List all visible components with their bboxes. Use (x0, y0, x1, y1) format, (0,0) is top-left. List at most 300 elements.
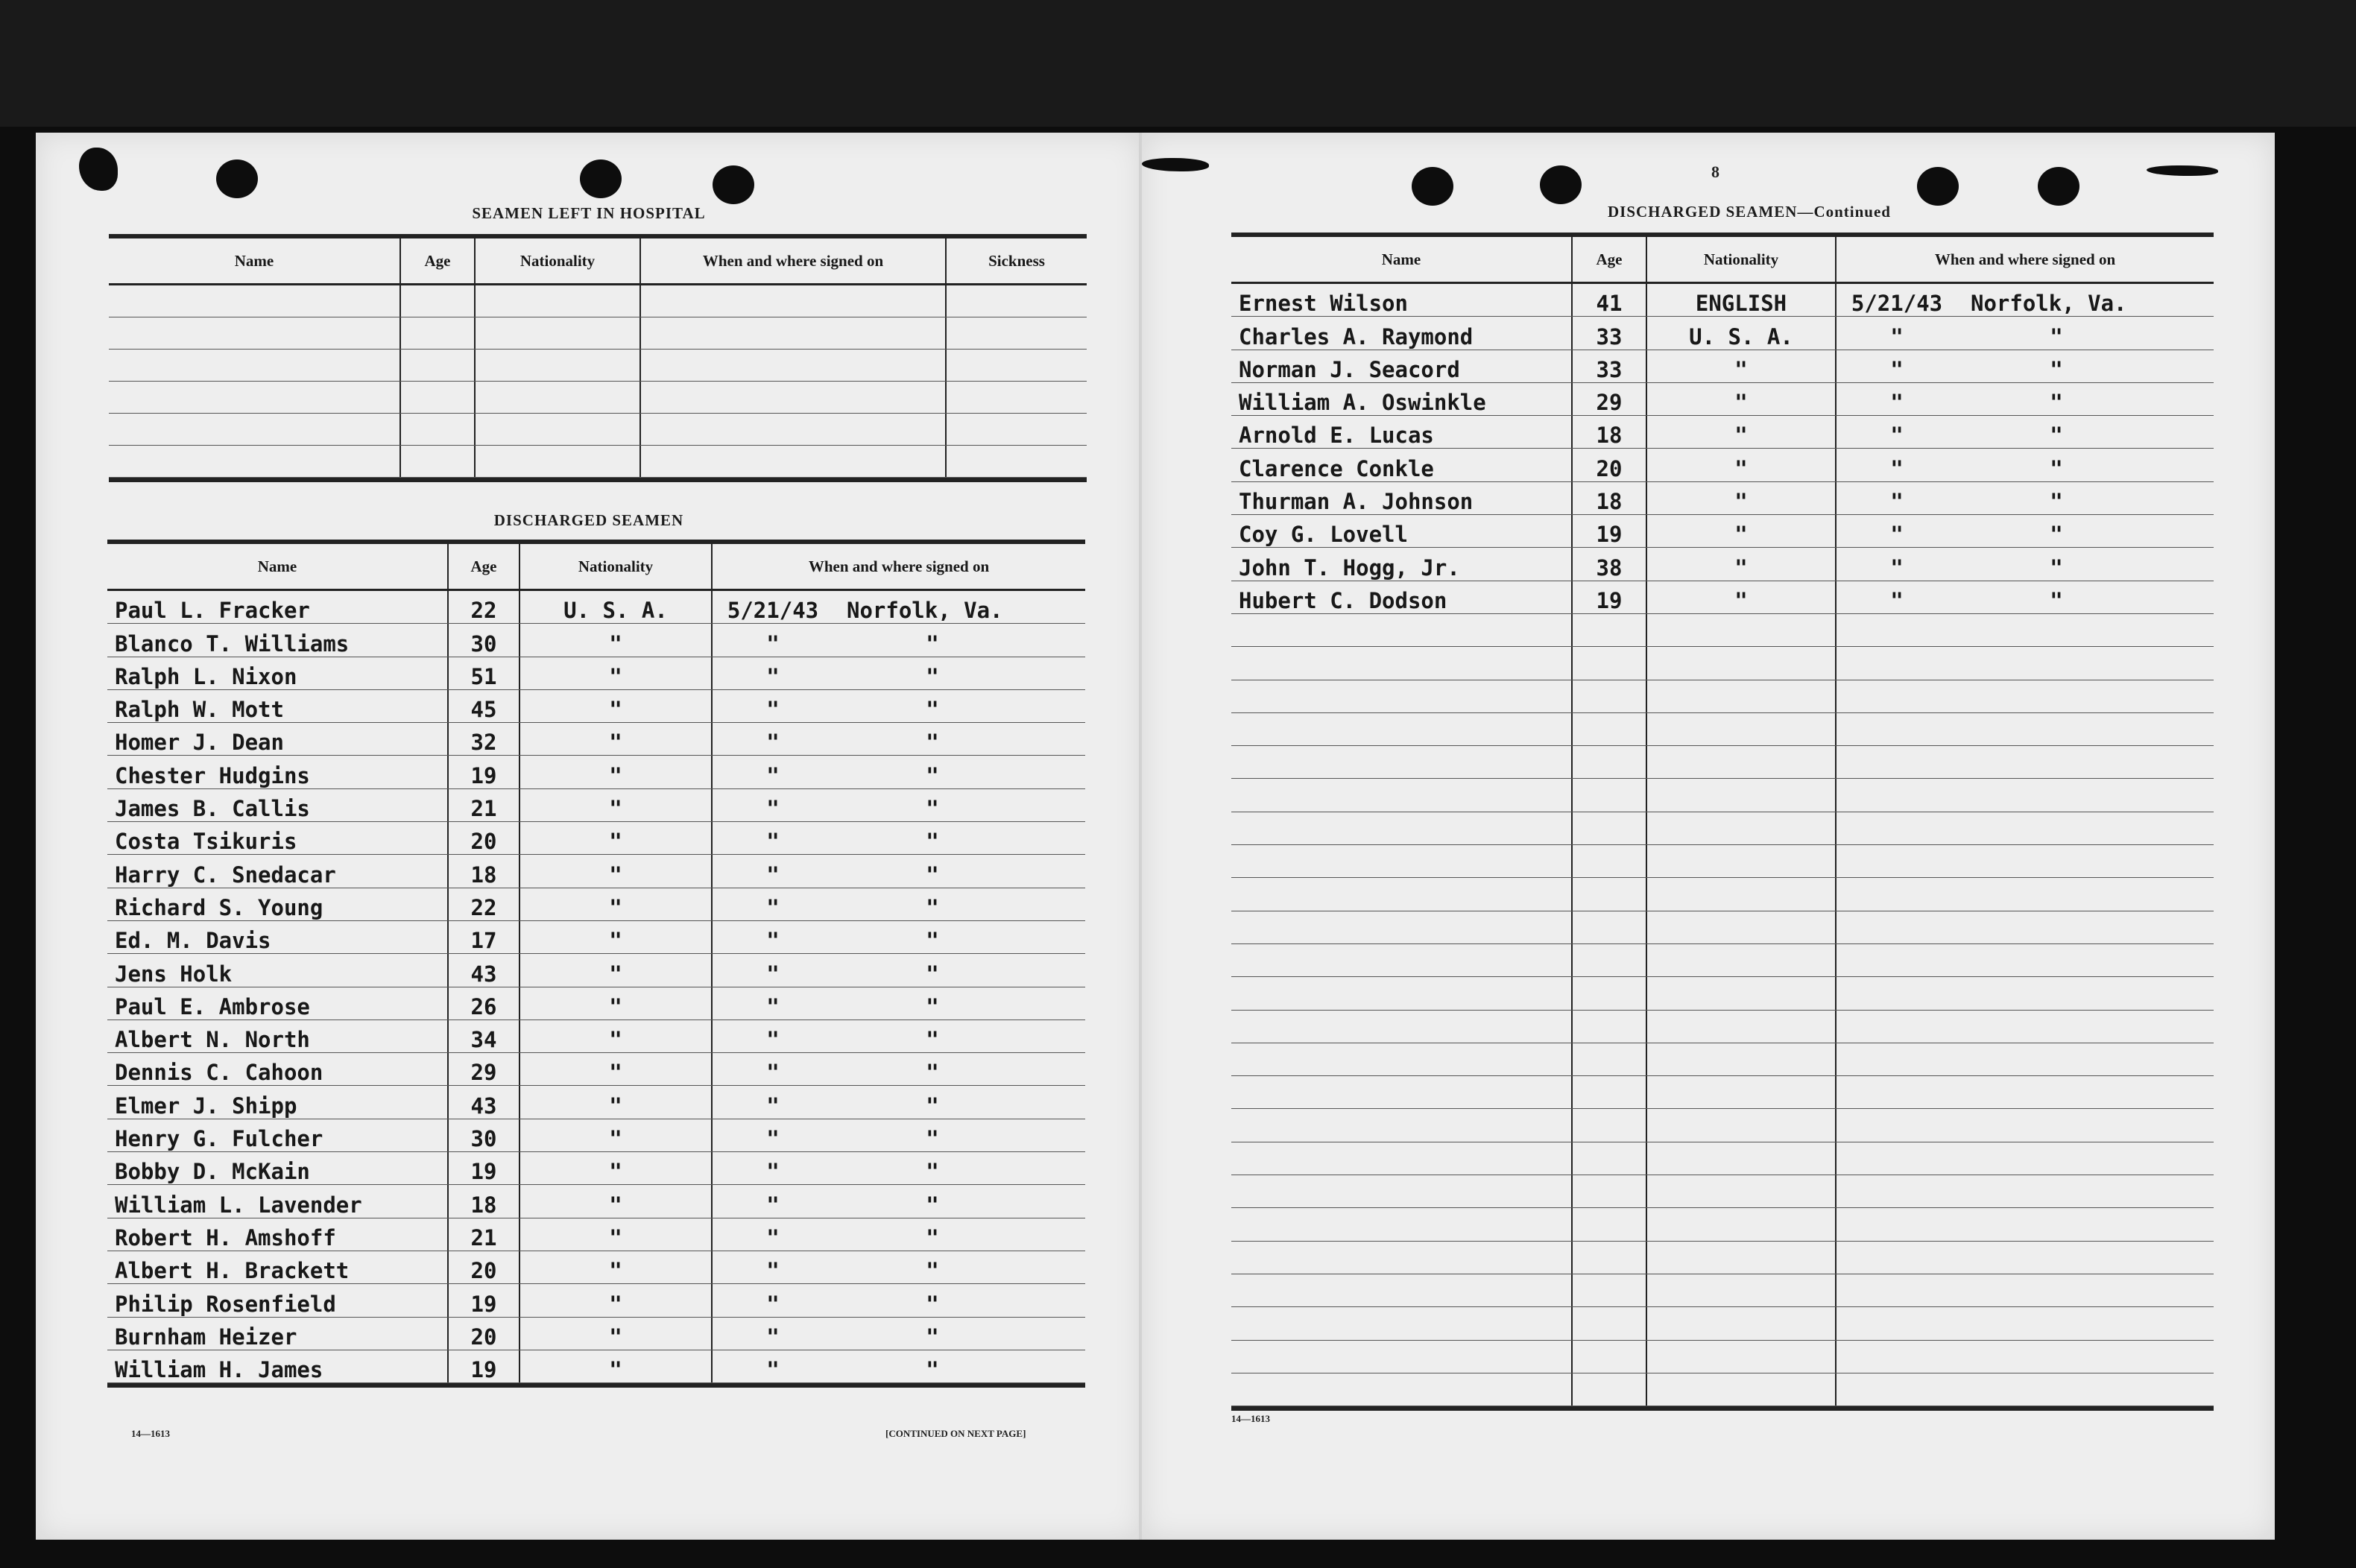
seaman-signed-on (1835, 746, 2214, 778)
seaman-signed-on (1835, 977, 2214, 1009)
signed-date: 5/21/43 (727, 598, 819, 624)
seaman-age (1571, 911, 1646, 943)
form-code: 14—1613 (131, 1428, 170, 1439)
table-cell (639, 285, 945, 317)
seaman-signed-on (1835, 1109, 2214, 1141)
discharged-section-title: DISCHARGED SEAMEN (493, 511, 684, 529)
ink-blot (79, 148, 118, 191)
seaman-name: Coy G. Lovell (1239, 522, 1408, 548)
seaman-nationality: " (1646, 581, 1835, 613)
seaman-signed-on (1835, 845, 2214, 877)
seaman-signed-on (1835, 1043, 2214, 1075)
seaman-signed-on (1835, 482, 2214, 514)
seaman-signed-on (1835, 944, 2214, 976)
seaman-nationality: " (519, 1318, 711, 1350)
hospital-table (109, 234, 1087, 482)
seaman-nationality (1646, 1109, 1835, 1141)
seaman-signed-on (1835, 548, 2214, 580)
seaman-signed-on (711, 624, 1085, 656)
seaman-signed-on (1835, 1373, 2214, 1406)
table-cell (945, 317, 1087, 349)
seaman-age: 21 (447, 789, 519, 821)
seaman-name (1231, 647, 1571, 679)
table-cell (109, 285, 399, 317)
header-age: Age (399, 238, 474, 283)
seaman-signed-on (1835, 1011, 2214, 1043)
seaman-name (1231, 746, 1571, 778)
seaman-nationality: " (519, 690, 711, 722)
hospital-section-title: SEAMEN LEFT IN HOSPITAL (472, 204, 706, 222)
seaman-name: Ralph L. Nixon (115, 663, 297, 689)
seaman-signed-on (1835, 416, 2214, 448)
seaman-age: 18 (1571, 416, 1646, 448)
table-row (107, 624, 1085, 657)
signed-date: " (1890, 423, 1904, 449)
seaman-age: 43 (447, 954, 519, 986)
seaman-age: 30 (447, 1119, 519, 1151)
table-cell (399, 285, 474, 317)
seaman-name (1231, 680, 1571, 712)
seaman-age: 21 (447, 1218, 519, 1251)
signed-date: " (766, 796, 780, 822)
seaman-nationality (1646, 812, 1835, 844)
table-row (107, 921, 1085, 954)
seaman-signed-on (711, 1185, 1085, 1217)
seaman-age: 51 (447, 657, 519, 689)
table-row (1231, 1109, 2214, 1142)
seaman-age: 19 (447, 1350, 519, 1382)
seaman-name (1231, 1341, 1571, 1373)
seaman-nationality: " (519, 888, 711, 920)
seaman-signed-on (711, 954, 1085, 986)
table-cell (639, 446, 945, 477)
seaman-name (1231, 812, 1571, 844)
signed-place: " (926, 928, 939, 954)
seaman-signed-on (1835, 383, 2214, 415)
seaman-nationality (1646, 1242, 1835, 1274)
seaman-name: Jens Holk (115, 961, 233, 987)
seaman-age (1571, 812, 1646, 844)
seaman-name: Robert H. Amshoff (115, 1224, 336, 1251)
seaman-age (1571, 614, 1646, 646)
table-row (107, 591, 1085, 624)
header-name: Name (257, 557, 297, 575)
signed-place: Norfolk, Va. (1971, 291, 2127, 317)
table-cell (399, 446, 474, 477)
scan-background (0, 0, 2356, 127)
seaman-signed-on (711, 1251, 1085, 1283)
seaman-nationality (1646, 878, 1835, 910)
table-row (1231, 713, 2214, 746)
table-row (107, 954, 1085, 987)
table-cell (474, 414, 639, 445)
seaman-nationality: " (1646, 383, 1835, 415)
seaman-nationality: " (1646, 548, 1835, 580)
punch-hole (713, 165, 754, 204)
seaman-age: 30 (447, 624, 519, 656)
table-cell (109, 317, 399, 349)
signed-place: " (2050, 455, 2063, 481)
header-age: Age (447, 544, 519, 589)
signed-date: " (766, 928, 780, 954)
seaman-signed-on (711, 1318, 1085, 1350)
seaman-age (1571, 680, 1646, 712)
seaman-age (1571, 779, 1646, 811)
seaman-nationality: " (519, 1218, 711, 1251)
table-row (1231, 548, 2214, 581)
seaman-signed-on (1835, 1242, 2214, 1274)
signed-place: " (2050, 390, 2063, 416)
signed-place: " (926, 697, 939, 723)
seaman-nationality: " (519, 1020, 711, 1052)
seaman-age: 33 (1571, 350, 1646, 382)
discharged-table (107, 540, 1085, 1388)
seaman-signed-on (1835, 779, 2214, 811)
seaman-signed-on (711, 822, 1085, 854)
seaman-age (1571, 1109, 1646, 1141)
seaman-nationality: " (519, 624, 711, 656)
signed-date: " (766, 1291, 780, 1317)
signed-date: " (1890, 489, 1904, 515)
punch-hole (2038, 167, 2079, 206)
seaman-name (1231, 1011, 1571, 1043)
seaman-name: Hubert C. Dodson (1239, 587, 1447, 613)
seaman-signed-on (711, 1053, 1085, 1085)
seaman-name: Bobby D. McKain (115, 1159, 310, 1185)
signed-place: " (926, 1027, 939, 1053)
seaman-age: 20 (447, 1251, 519, 1283)
table-cell (109, 382, 399, 413)
seaman-age: 19 (447, 1284, 519, 1316)
signed-date: " (766, 1060, 780, 1086)
seaman-age: 38 (1571, 548, 1646, 580)
seaman-name: Albert H. Brackett (115, 1258, 350, 1284)
punch-hole (580, 159, 622, 198)
seaman-name: Charles A. Raymond (1239, 323, 1474, 350)
seaman-signed-on (1835, 680, 2214, 712)
seaman-age: 20 (447, 1318, 519, 1350)
table-row (107, 822, 1085, 855)
signed-place: " (926, 1093, 939, 1119)
table-row (1231, 911, 2214, 944)
signed-place: " (926, 1224, 939, 1251)
seaman-name: Chester Hudgins (115, 762, 310, 788)
seaman-name: James B. Callis (115, 796, 310, 822)
seaman-nationality (1646, 647, 1835, 679)
signed-place: " (926, 1357, 939, 1383)
table-cell (474, 285, 639, 317)
seaman-nationality: " (519, 1350, 711, 1382)
seaman-signed-on (711, 1086, 1085, 1118)
table-row (109, 446, 1087, 478)
header-nationality: Nationality (474, 238, 639, 283)
header-name: Name (1381, 250, 1421, 268)
seaman-nationality: " (519, 1053, 711, 1085)
header-signed-on: When and where signed on (639, 238, 945, 283)
seaman-name (1231, 1175, 1571, 1207)
table-row (107, 1350, 1085, 1383)
seaman-age: 34 (447, 1020, 519, 1052)
signed-date: " (1890, 455, 1904, 481)
seaman-signed-on (1835, 647, 2214, 679)
seaman-name: Harry C. Snedacar (115, 862, 336, 888)
table-cell (639, 317, 945, 349)
table-cell (109, 350, 399, 381)
table-row (1231, 812, 2214, 845)
table-row (1231, 449, 2214, 481)
signed-date: " (1890, 323, 1904, 350)
seaman-nationality (1646, 1341, 1835, 1373)
seaman-nationality (1646, 614, 1835, 646)
table-row (107, 888, 1085, 921)
seaman-name: Henry G. Fulcher (115, 1126, 323, 1152)
signed-date: " (766, 862, 780, 888)
header-name: Name (234, 251, 274, 270)
table-row (1231, 581, 2214, 614)
seaman-name (1231, 1307, 1571, 1339)
seaman-signed-on (711, 921, 1085, 953)
signed-place: " (926, 894, 939, 920)
signed-date: " (766, 894, 780, 920)
table-row (107, 1119, 1085, 1152)
seaman-name (1231, 713, 1571, 745)
signed-date: " (766, 1357, 780, 1383)
signed-place: " (2050, 522, 2063, 548)
table-cell (474, 317, 639, 349)
seaman-signed-on (1835, 350, 2214, 382)
table-cell (399, 317, 474, 349)
seaman-signed-on (1835, 812, 2214, 844)
seaman-name: Dennis C. Cahoon (115, 1060, 323, 1086)
seaman-signed-on (711, 690, 1085, 722)
seaman-age: 19 (1571, 581, 1646, 613)
seaman-signed-on (1835, 1142, 2214, 1175)
signed-date: " (766, 1159, 780, 1185)
signed-place: Norfolk, Va. (847, 598, 1003, 624)
seaman-nationality: " (519, 1284, 711, 1316)
table-cell (639, 414, 945, 445)
form-code: 14—1613 (1231, 1413, 1270, 1424)
table-row (1231, 1242, 2214, 1274)
seaman-name: Clarence Conkle (1239, 455, 1434, 481)
seaman-nationality: " (1646, 515, 1835, 547)
seaman-age (1571, 1307, 1646, 1339)
signed-place: " (926, 1324, 939, 1350)
table-row (1231, 1274, 2214, 1307)
table-cell (474, 350, 639, 381)
seaman-name (1231, 1373, 1571, 1406)
seaman-signed-on (1835, 878, 2214, 910)
left-page (36, 133, 1142, 1540)
signed-date: " (766, 1224, 780, 1251)
seaman-name: Costa Tsikuris (115, 829, 297, 855)
seaman-age (1571, 1242, 1646, 1274)
hospital-table-header (109, 238, 1087, 285)
signed-date: " (766, 993, 780, 1019)
seaman-signed-on (711, 789, 1085, 821)
seaman-age: 41 (1571, 284, 1646, 316)
signed-date: 5/21/43 (1851, 291, 1943, 317)
seaman-signed-on (1835, 515, 2214, 547)
seaman-name: Elmer J. Shipp (115, 1093, 297, 1119)
seaman-nationality: " (1646, 482, 1835, 514)
seaman-age (1571, 1341, 1646, 1373)
table-row (1231, 1043, 2214, 1076)
seaman-signed-on (1835, 1307, 2214, 1339)
signed-place: " (926, 961, 939, 987)
table-cell (399, 350, 474, 381)
signed-place: " (926, 762, 939, 788)
table-row (107, 987, 1085, 1020)
seaman-nationality: " (519, 1185, 711, 1217)
seaman-age: 29 (447, 1053, 519, 1085)
seaman-nationality: " (1646, 449, 1835, 481)
table-row (1231, 746, 2214, 779)
continued-table-header (1231, 237, 2214, 284)
seaman-signed-on (1835, 1208, 2214, 1240)
seaman-age (1571, 845, 1646, 877)
seaman-nationality: U. S. A. (519, 591, 711, 623)
signed-place: " (926, 829, 939, 855)
seaman-name: Arnold E. Lucas (1239, 423, 1434, 449)
continued-note: [CONTINUED ON NEXT PAGE] (885, 1428, 1026, 1439)
seaman-signed-on (711, 1218, 1085, 1251)
seaman-signed-on (711, 591, 1085, 623)
signed-place: " (2050, 423, 2063, 449)
table-cell (109, 446, 399, 477)
table-row (107, 657, 1085, 690)
punch-hole (216, 159, 258, 198)
seaman-signed-on (1835, 284, 2214, 316)
table-cell (945, 350, 1087, 381)
seaman-name: Ralph W. Mott (115, 697, 284, 723)
table-row (1231, 680, 2214, 713)
seaman-signed-on (1835, 1076, 2214, 1108)
seaman-age: 19 (1571, 515, 1646, 547)
seaman-nationality: " (519, 822, 711, 854)
signed-place: " (2050, 554, 2063, 581)
table-row (1231, 284, 2214, 317)
table-row (1231, 350, 2214, 383)
seaman-name: Thurman A. Johnson (1239, 489, 1474, 515)
header-nationality: Nationality (1646, 237, 1835, 282)
seaman-age: 18 (447, 855, 519, 887)
seaman-age (1571, 1076, 1646, 1108)
seaman-signed-on (711, 1152, 1085, 1184)
header-nationality: Nationality (519, 544, 711, 589)
table-row (1231, 383, 2214, 416)
seaman-name (1231, 911, 1571, 943)
signed-date: " (766, 1258, 780, 1284)
seaman-age: 20 (447, 822, 519, 854)
signed-date: " (1890, 522, 1904, 548)
seaman-name: William A. Oswinkle (1239, 390, 1486, 416)
seaman-name (1231, 1208, 1571, 1240)
table-row (109, 350, 1087, 382)
seaman-age (1571, 944, 1646, 976)
seaman-nationality (1646, 1142, 1835, 1175)
signed-place: " (926, 862, 939, 888)
table-row (1231, 647, 2214, 680)
signed-place: " (926, 796, 939, 822)
signed-date: " (766, 1093, 780, 1119)
seaman-age (1571, 1043, 1646, 1075)
table-row (1231, 1076, 2214, 1109)
seaman-nationality (1646, 1307, 1835, 1339)
seaman-age: 18 (1571, 482, 1646, 514)
seaman-nationality (1646, 911, 1835, 943)
seaman-age (1571, 1274, 1646, 1306)
table-row (107, 1251, 1085, 1284)
seaman-name: Albert N. North (115, 1027, 310, 1053)
signed-place: " (926, 730, 939, 756)
seaman-age: 33 (1571, 317, 1646, 349)
signed-date: " (766, 630, 780, 657)
seaman-nationality: " (519, 954, 711, 986)
table-row (107, 1284, 1085, 1317)
seaman-signed-on (711, 657, 1085, 689)
signed-date: " (766, 1192, 780, 1218)
seaman-nationality: U. S. A. (1646, 317, 1835, 349)
signed-place: " (926, 1192, 939, 1218)
seaman-age: 19 (447, 1152, 519, 1184)
signed-date: " (766, 1027, 780, 1053)
seaman-age: 22 (447, 591, 519, 623)
seaman-signed-on (1835, 581, 2214, 613)
seaman-age: 19 (447, 756, 519, 788)
seaman-signed-on (1835, 911, 2214, 943)
seaman-age: 29 (1571, 383, 1646, 415)
seaman-nationality (1646, 746, 1835, 778)
signed-place: " (926, 630, 939, 657)
table-row (107, 1053, 1085, 1086)
seaman-signed-on (711, 1284, 1085, 1316)
ink-blot (1142, 158, 1209, 171)
seaman-signed-on (1835, 317, 2214, 349)
right-page (1142, 133, 2275, 1540)
seaman-age (1571, 1142, 1646, 1175)
seaman-name: Homer J. Dean (115, 730, 284, 756)
seaman-nationality (1646, 944, 1835, 976)
seaman-nationality: " (519, 657, 711, 689)
seaman-nationality (1646, 1043, 1835, 1075)
seaman-name (1231, 845, 1571, 877)
seaman-age: 26 (447, 987, 519, 1019)
seaman-age: 45 (447, 690, 519, 722)
seaman-nationality: " (519, 1086, 711, 1118)
seaman-name (1231, 977, 1571, 1009)
signed-date: " (766, 663, 780, 689)
table-row (1231, 1175, 2214, 1208)
seaman-signed-on (1835, 1175, 2214, 1207)
seaman-nationality (1646, 1208, 1835, 1240)
seaman-name (1231, 1142, 1571, 1175)
seaman-age (1571, 1011, 1646, 1043)
table-row (1231, 779, 2214, 812)
table-row (109, 285, 1087, 317)
seaman-name: Paul L. Fracker (115, 598, 310, 624)
table-row (1231, 944, 2214, 977)
table-row (1231, 1341, 2214, 1373)
signed-place: " (926, 663, 939, 689)
seaman-name (1231, 614, 1571, 646)
signed-place: " (926, 1258, 939, 1284)
discharged-table-header (107, 544, 1085, 591)
seaman-age: 18 (447, 1185, 519, 1217)
seaman-age (1571, 647, 1646, 679)
signed-place: " (2050, 587, 2063, 613)
table-cell (474, 382, 639, 413)
